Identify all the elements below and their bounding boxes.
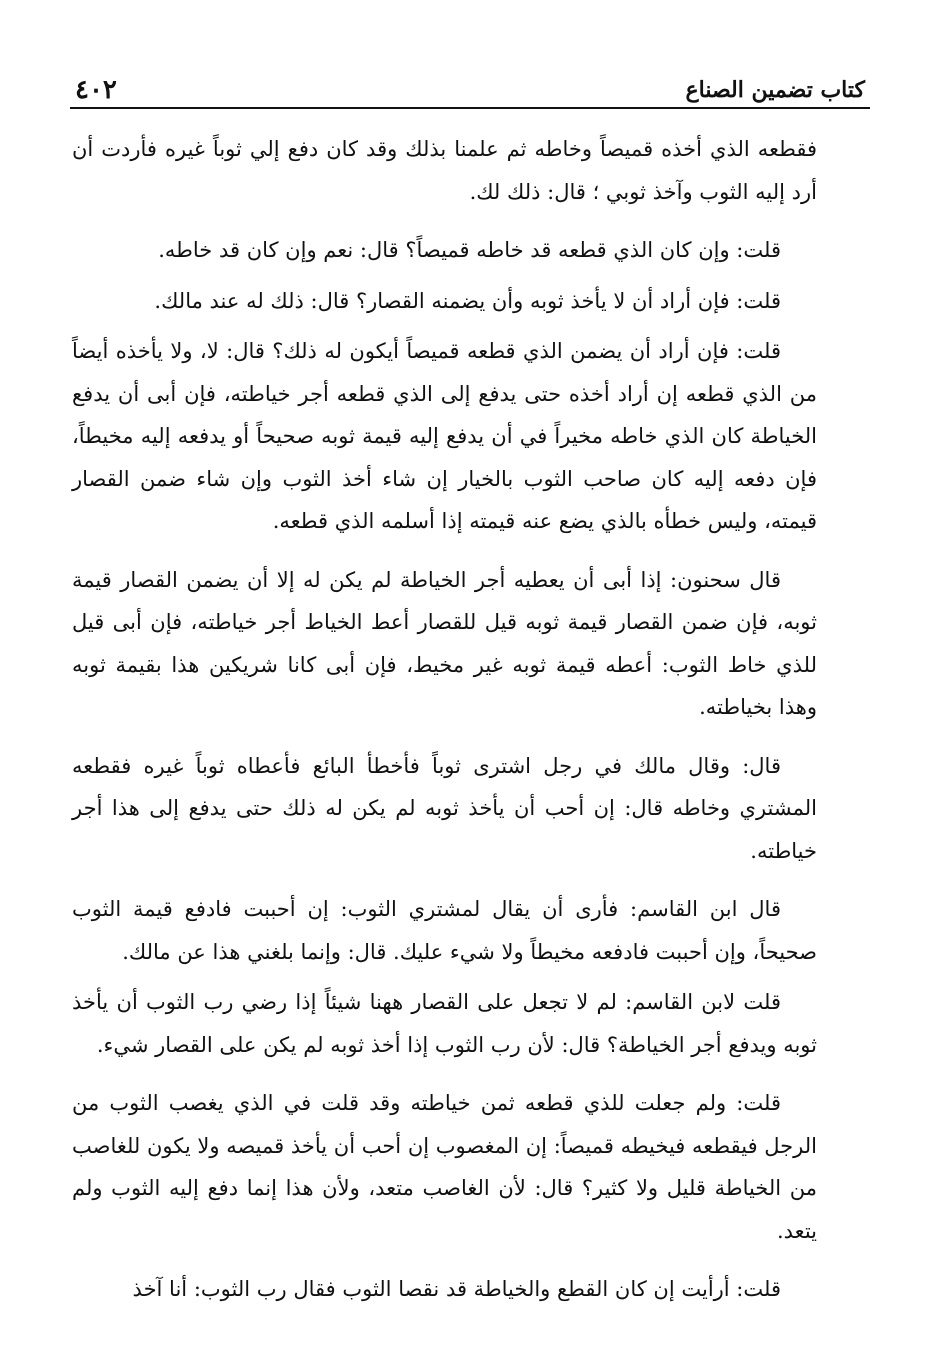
page-header [75,70,865,110]
running-title: كتاب تضمين الصناع [685,77,865,103]
body-text [72,128,817,1327]
paragraph: قلت: وإن كان الذي قطعه قد خاطه قميصاً؟ قال: نعم وإن كان قد خاطه. [158,238,781,262]
paragraph: قلت: فإن أراد أن يضمن الذي قطعه قميصاً أيكون له ذلك؟ قال: لا، ولا يأخذه أيضاً من الذي قطعه إن أراد أخذه حتى يدفع إلى الذي قطعه أجر خياطته، فإن أبى أن يدفع الخياطة كان الذي خاطه مخيراً في أن يدفع إليه قيمة ثوبه صحيحاً أو يدفعه إليه مخيطاً، فإن دفعه إليه كان صاحب الثوب بالخيار إن شاء أخذ الثوب وإن شاء ضمن القصار قيمته، وليس خطأه بالذي يضع عنه قيمته إذا أسلمه الذي قطعه. [72,339,817,533]
paragraph: قال ابن القاسم: فأرى أن يقال لمشتري الثوب: إن أحببت فادفع قيمة الثوب صحيحاً، وإن أحببت فادفعه مخيطاً ولا شيء عليك. قال: وإنما بلغني هذا عن مالك. [72,897,817,964]
paragraph: قلت: فإن أراد أن لا يأخذ ثوبه وأن يضمنه القصار؟ قال: ذلك له عند مالك. [154,288,781,313]
paragraph: قال سحنون: إذا أبى أن يعطيه أجر الخياطة لم يكن له إلا أن يضمن القصار قيمة ثوبه، فإن ضمن القصار قيمة ثوبه قيل للقصار أعط الخياط أجر خياطته، فإن أبى قيل للذي خاط الثوب: أعطه قيمة ثوبه غير مخيط، فإن أبى كانا شريكين هذا بقيمة ثوبه وهذا بخياطته. [72,567,817,719]
header-rule [70,107,870,109]
paragraph: قلت: ولم جعلت للذي قطعه ثمن خياطته وقد قلت في الذي يغصب الثوب من الرجل فيقطعه فيخيطه قميصاً: إن المغصوب إن أحب أن يأخذ قميصه ولا يكون للغاصب من الخياطة قليل ولا كثير؟ قال: لأن الغاصب متعد، ولأن هذا إنما دفع إليه الثوب ولم يتعد. [72,1091,817,1243]
paragraph: قلت لابن القاسم: لم لا تجعل على القصار ههنا شيئاً إذا رضي رب الثوب أن يأخذ ثوبه ويدفع أجر الخياطة؟ قال: لأن رب الثوب إذا أخذ ثوبه لم يكن على القصار شيء. [72,990,817,1057]
paragraph: فقطعه الذي أخذه قميصاً وخاطه ثم علمنا بذلك وقد كان دفع إلي ثوباً غيره فأردت أن أرد إليه الثوب وآخذ ثوبي ؛ قال: ذلك لك. [72,137,817,204]
paragraph: قال: وقال مالك في رجل اشترى ثوباً فأخطأ البائع فأعطاه ثوباً غيره فقطعه المشتري وخاطه قال: إن أحب أن يأخذ ثوبه لم يكن له ذلك حتى يدفع إلى هذا أجر خياطته. [72,753,817,863]
page-number: ٤٠٢ [75,75,117,105]
paragraph: قلت: أرأيت إن كان القطع والخياطة قد نقصا الثوب فقال رب الثوب: أنا آخذ [132,1277,781,1301]
